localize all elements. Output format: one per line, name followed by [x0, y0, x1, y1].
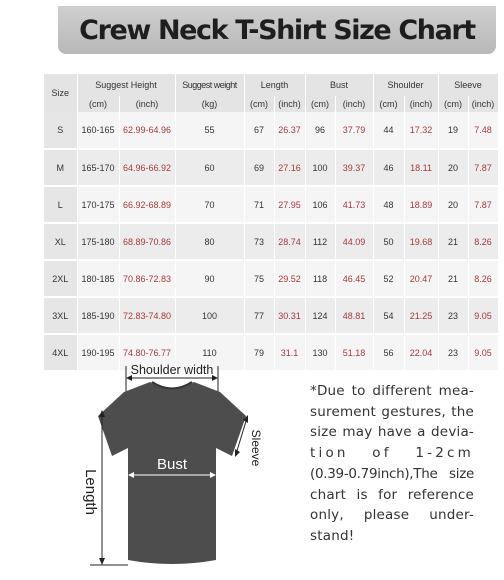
shoulder-width-label: Shoulder width	[130, 363, 214, 377]
value-cell: 70.86-72.83	[119, 260, 175, 297]
value-cell: 29.52	[274, 260, 305, 297]
value-cell: 44.09	[335, 223, 373, 260]
value-cell: 64.96-66.92	[119, 149, 175, 186]
unit-header: (cm)	[373, 96, 404, 112]
value-cell: 20	[438, 149, 468, 186]
note-line: *Due to different mea-	[310, 383, 474, 399]
tshirt-diagram	[60, 350, 290, 575]
value-cell: 7.87	[468, 149, 498, 186]
arrow-head-icon	[99, 558, 105, 565]
unit-header: (inch)	[274, 96, 305, 112]
group-header: Bust	[305, 74, 373, 96]
value-cell: 75	[244, 260, 274, 297]
group-header: Suggest Height	[77, 74, 175, 96]
value-cell: 74.80-76.77	[119, 334, 175, 371]
value-cell: 90	[175, 260, 244, 297]
table-body	[44, 112, 498, 371]
value-cell: 52	[373, 260, 404, 297]
value-cell: 20	[438, 186, 468, 223]
value-cell: 50	[373, 223, 404, 260]
value-cell: 23	[438, 297, 468, 334]
value-cell: 46	[373, 149, 404, 186]
value-cell: 41.73	[335, 186, 373, 223]
value-cell: 54	[373, 297, 404, 334]
length-label: Length	[82, 469, 99, 515]
value-cell: 100	[175, 297, 244, 334]
size-chart-table	[44, 74, 499, 372]
value-cell: 185-190	[77, 297, 119, 334]
size-cell: S	[44, 112, 77, 149]
value-cell: 8.26	[468, 223, 498, 260]
unit-header: (cm)	[244, 96, 274, 112]
note-line: tion of 1-2cm	[310, 445, 474, 462]
value-cell: 30.31	[274, 297, 305, 334]
value-cell: 110	[175, 334, 244, 371]
value-cell: 69	[244, 149, 274, 186]
value-cell: 71	[244, 186, 274, 223]
unit-header: (inch)	[468, 96, 498, 112]
value-cell: 160-165	[77, 112, 119, 149]
value-cell: 39.37	[335, 149, 373, 186]
value-cell: 48.81	[335, 297, 373, 334]
size-cell: 4XL	[44, 334, 77, 371]
value-cell: 112	[305, 223, 335, 260]
value-cell: 67	[244, 112, 274, 149]
value-cell: 175-180	[77, 223, 119, 260]
value-cell: 130	[305, 334, 335, 371]
value-cell: 190-195	[77, 334, 119, 371]
value-cell: 9.05	[468, 297, 498, 334]
unit-header: (inch)	[404, 96, 438, 112]
table-row	[44, 297, 498, 334]
value-cell: 28.74	[274, 223, 305, 260]
unit-header: (cm)	[305, 96, 335, 112]
value-cell: 23	[438, 334, 468, 371]
note-line: stand!	[310, 527, 355, 544]
size-cell: M	[44, 149, 77, 186]
value-cell: 7.87	[468, 186, 498, 223]
value-cell: 7.48	[468, 112, 498, 149]
size-cell: 3XL	[44, 297, 77, 334]
units-row	[44, 96, 498, 112]
value-cell: 170-175	[77, 186, 119, 223]
size-cell: XL	[44, 223, 77, 260]
unit-header: (inch)	[335, 96, 373, 112]
value-cell: 77	[244, 297, 274, 334]
tshirt-diagram-svg	[60, 350, 290, 575]
value-cell: 19	[438, 112, 468, 149]
group-header: Sleeve	[438, 74, 498, 96]
value-cell: 60	[175, 149, 244, 186]
value-cell: 21	[438, 260, 468, 297]
value-cell: 73	[244, 223, 274, 260]
sleeve-label: Sleeve	[249, 429, 263, 467]
value-cell: 80	[175, 223, 244, 260]
table-row	[44, 149, 498, 186]
unit-header: (cm)	[438, 96, 468, 112]
bust-label: Bust	[156, 456, 188, 473]
value-cell: 26.37	[274, 112, 305, 149]
value-cell: 165-170	[77, 149, 119, 186]
note-line: chart is for reference	[310, 486, 474, 503]
group-header: Shoulder	[373, 74, 438, 96]
page-title: Crew Neck T-Shirt Size Chart	[79, 14, 475, 46]
table-row	[44, 223, 498, 260]
value-cell: 48	[373, 186, 404, 223]
value-cell: 66.92-68.89	[119, 186, 175, 223]
unit-header: (cm)	[77, 96, 119, 112]
table-row	[44, 260, 498, 297]
value-cell: 68.89-70.86	[119, 223, 175, 260]
note-line: size may have a devia-	[310, 424, 474, 441]
value-cell: 56	[373, 334, 404, 371]
value-cell: 55	[175, 112, 244, 149]
value-cell: 70	[175, 186, 244, 223]
measurement-note	[310, 381, 474, 547]
value-cell: 51.18	[335, 334, 373, 371]
group-header: Suggest weight	[175, 74, 244, 96]
group-header: Length	[244, 74, 305, 96]
value-cell: 96	[305, 112, 335, 149]
size-header: Size	[44, 74, 77, 112]
unit-header: (inch)	[119, 96, 175, 112]
value-cell: 21	[438, 223, 468, 260]
value-cell: 106	[305, 186, 335, 223]
value-cell: 17.32	[404, 112, 438, 149]
value-cell: 72.83-74.80	[119, 297, 175, 334]
value-cell: 100	[305, 149, 335, 186]
tshirt-shape	[98, 382, 246, 564]
value-cell: 180-185	[77, 260, 119, 297]
value-cell: 62.99-64.96	[119, 112, 175, 149]
value-cell: 8.26	[468, 260, 498, 297]
value-cell: 46.45	[335, 260, 373, 297]
value-cell: 124	[305, 297, 335, 334]
value-cell: 37.79	[335, 112, 373, 149]
value-cell: 118	[305, 260, 335, 297]
value-cell: 27.16	[274, 149, 305, 186]
value-cell: 31.1	[274, 334, 305, 371]
value-cell: 22.04	[404, 334, 438, 371]
value-cell: 18.89	[404, 186, 438, 223]
value-cell: 9.05	[468, 334, 498, 371]
value-cell: 79	[244, 334, 274, 371]
unit-header: (kg)	[175, 96, 244, 112]
value-cell: 27.95	[274, 186, 305, 223]
note-line: (0.39-0.79inch),The size	[310, 465, 474, 482]
value-cell: 19.68	[404, 223, 438, 260]
title-banner	[58, 6, 496, 54]
value-cell: 21.25	[404, 297, 438, 334]
size-cell: L	[44, 186, 77, 223]
size-cell: 2XL	[44, 260, 77, 297]
table-row	[44, 112, 498, 149]
table-row	[44, 186, 498, 223]
value-cell: 18.11	[404, 149, 438, 186]
note-line: only, please under-	[310, 507, 474, 524]
header-row	[44, 74, 498, 96]
value-cell: 20.47	[404, 260, 438, 297]
note-line: surement gestures, the	[310, 403, 474, 420]
value-cell: 44	[373, 112, 404, 149]
